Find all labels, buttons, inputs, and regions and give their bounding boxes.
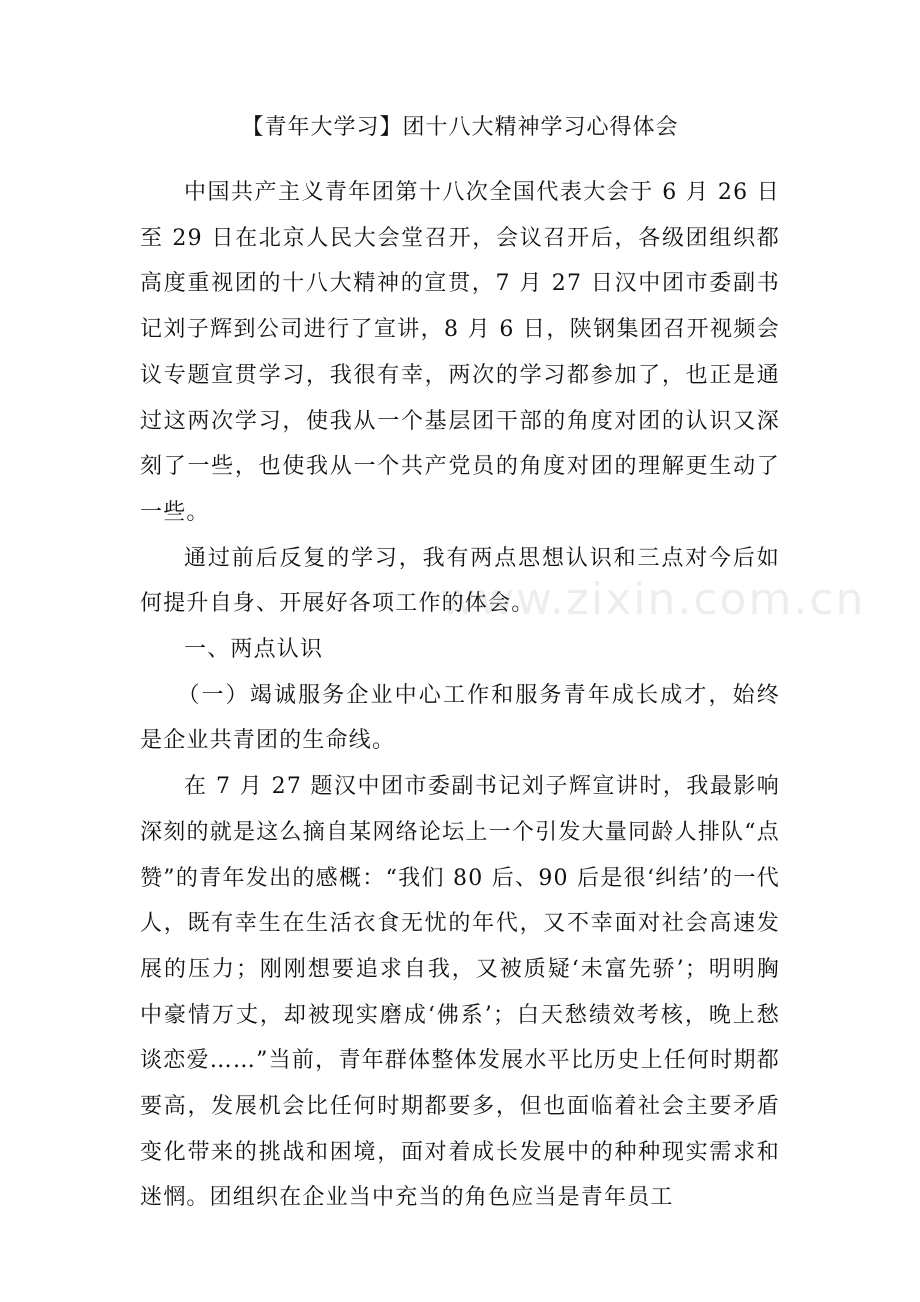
watermark: www.zixin.com.cn	[440, 574, 866, 625]
paragraph-intro: 中国共产主义青年团第十八次全国代表大会于 6 月 26 日至 29 日在北京人民大会堂召开，会议召开后，各级团组织都高度重视团的十八大精神的宣贯，7 月 27 日汉中团市委副书记刘子辉到公司进行了宣讲，8 月 6 日，陕钢集团召开视频会议专题宣贯学习，我很有幸，两次的学习都参加了，也正是通过这两次学习，使我从一个基层团干部的角度对团的认识又深刻了一些，也使我从一个共产党员的角度对团的理解更生动了一些。	[140, 180, 780, 525]
document-title: 【青年大学习】团十八大精神学习心得体会	[241, 115, 679, 140]
paragraph-body: 在 7 月 27 题汉中团市委副书记刘子辉宣讲时，我最影响深刻的就是这么摘自某网络论坛上一个引发大量同龄人排队“点赞”的青年发出的感概：“我们 80 后、90 后是很‘纠结’的一代人，既有幸生在生活衣食无忧的年代，又不幸面对社会高速发展的压力；刚刚想要追求自我，又被质疑‘未富先骄’；明明胸中豪情万丈，却被现实磨成‘佛系’；白天愁绩效考核，晚上愁谈恋爱……”当前，青年群体整体发展水平比历史上任何时期都要高，发展机会比任何时期都要多，但也面临着社会主要矛盾变化带来的挑战和困境，面对着成长发展中的种种现实需求和迷惘。团组织在企业当中充当的角色应当是青年员工	[140, 774, 780, 1211]
paragraph-summary: 通过前后反复的学习，我有两点思想认识和三点对今后如何提升自身、开展好各项工作的体会。	[140, 545, 780, 617]
document-body	[140, 170, 780, 1221]
subsection-heading-1: （一）竭诚服务企业中心工作和服务青年成长成才，始终是企业共青团的生命线。	[140, 682, 780, 754]
section-heading-1: 一、两点认识	[184, 637, 324, 663]
